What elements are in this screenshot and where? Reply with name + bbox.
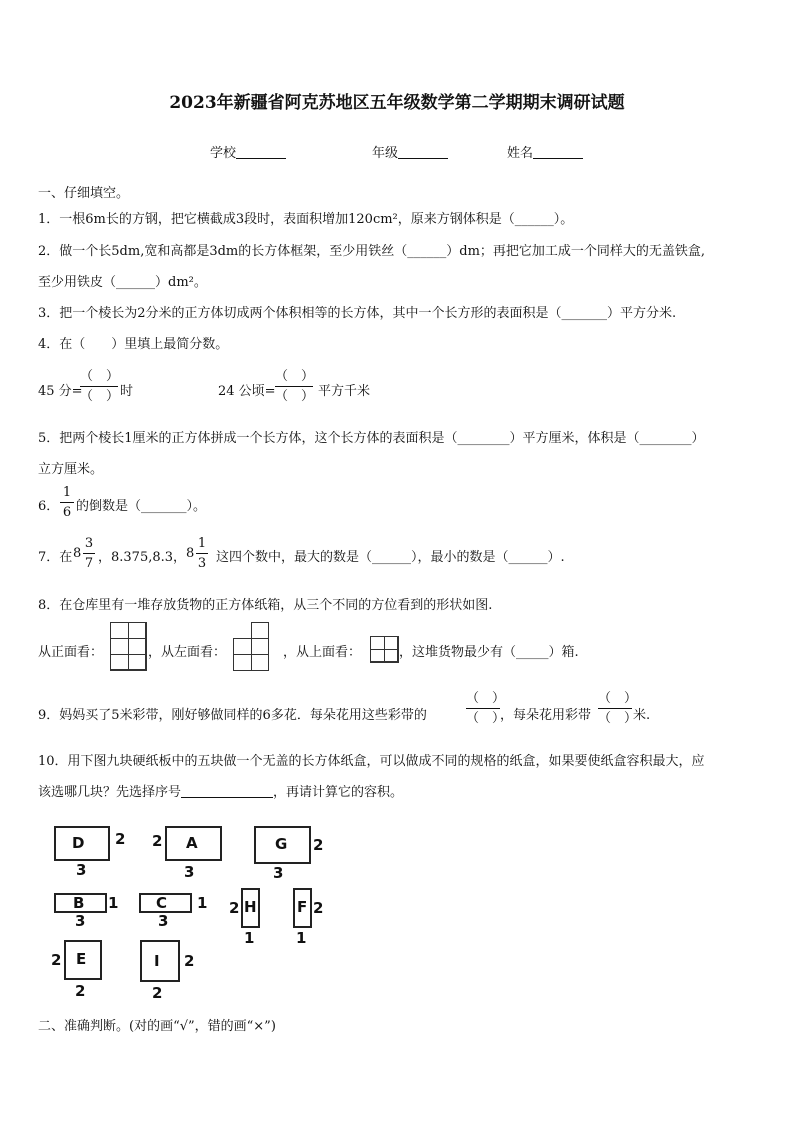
page-title: 2023年新疆省阿克苏地区五年级数学第二学期期末调研试题: [169, 93, 625, 113]
board-height: 2: [51, 951, 62, 969]
question-6-prefix: 6．: [38, 499, 60, 514]
mixed-number-whole: 8: [186, 546, 195, 561]
front-view-diagram: [110, 622, 146, 670]
numerator-blank: （ ）: [466, 691, 506, 706]
question-10-line-2: [38, 781, 403, 800]
board-label: D: [72, 834, 85, 852]
board-height: 2: [229, 899, 240, 917]
board-height: 2: [184, 952, 195, 970]
grade-label: 年级: [372, 146, 399, 161]
numerator-blank: （ ）: [275, 369, 315, 384]
cell: [128, 638, 147, 655]
cell: [128, 654, 147, 671]
cell: [384, 636, 399, 650]
question-6-suffix: 的倒数是（_______）。: [76, 499, 207, 514]
q4-left-prefix: 45 分=: [38, 384, 83, 399]
board-width: 3: [75, 912, 86, 930]
question-1: 1．一根6m长的方钢，把它横截成3段时，表面积增加120cm²，原来方钢体积是（______）。: [38, 212, 574, 227]
denominator: 6: [62, 505, 72, 520]
question-5-line-1: 5．把两个棱长1厘米的正方体拼成一个长方体，这个长方体的表面积是（________）平方厘米，体积是（________）: [38, 431, 705, 446]
school-field: [210, 142, 286, 161]
cell: [370, 636, 385, 650]
numerator: 1: [62, 485, 72, 500]
board-width: 1: [296, 929, 307, 947]
cell: [233, 654, 252, 671]
school-blank[interactable]: [236, 144, 286, 159]
question-7-middle: ，8.375,8.3，: [98, 550, 187, 565]
board-label: G: [275, 835, 288, 853]
question-5-line-2: 立方厘米。: [38, 462, 104, 477]
numerator: 3: [84, 536, 94, 551]
section-heading-1: 一、仔细填空。: [38, 186, 130, 201]
denominator: 7: [84, 556, 94, 571]
board-width: 2: [75, 982, 86, 1000]
board-label: C: [156, 894, 168, 912]
question-9-suffix: 米.: [633, 708, 651, 723]
cell: [110, 622, 129, 639]
fraction-one-sixth: [60, 484, 74, 521]
numerator-blank: （ ）: [598, 691, 638, 706]
denominator-blank: （ ）: [80, 389, 120, 404]
name-label: 姓名: [507, 146, 534, 161]
cell: [251, 654, 269, 671]
cell: [110, 638, 129, 655]
question-10-suffix: ，再请计算它的容积。: [273, 785, 404, 800]
q8-suffix: ，这堆货物最少有（_____）箱.: [399, 645, 579, 660]
board-width: 3: [184, 863, 195, 881]
fraction-one-third: [196, 535, 208, 572]
board-width: 3: [273, 864, 284, 882]
name-blank[interactable]: [533, 144, 583, 159]
question-2-line-1: 2．做一个长5dm,宽和高都是3dm的长方体框架，至少用铁丝（______）dm；再把它加工成一个同样大的无盖铁盒,: [38, 244, 706, 259]
q8-left-label: ，从左面看：: [148, 645, 227, 660]
board-height: 2: [152, 832, 163, 850]
cell: [251, 622, 269, 639]
question-10-line-1: 10．用下图九块硬纸板中的五块做一个无盖的长方体纸盒，可以做成不同的规格的纸盒，如果要使纸盒容积最大，应: [38, 754, 705, 769]
q10-answer-blank[interactable]: [181, 783, 273, 798]
mixed-number-whole: 8: [73, 546, 82, 561]
school-label: 学校: [210, 146, 237, 161]
board-label: F: [297, 898, 308, 916]
question-3: 3．把一个棱长为2分米的正方体切成两个体积相等的长方体，其中一个长方形的表面积是（_______）平方分米.: [38, 306, 677, 321]
name-field: [507, 142, 583, 161]
denominator-blank: （ ）: [466, 711, 506, 726]
board-label: H: [244, 898, 257, 916]
cell: [110, 654, 129, 671]
cell: [384, 649, 399, 663]
board-width: 3: [158, 912, 169, 930]
q4-right-suffix: 平方千米: [318, 384, 371, 399]
question-8: 8．在仓库里有一堆存放货物的正方体纸箱，从三个不同的方位看到的形状如图.: [38, 598, 493, 613]
q4-right-prefix: 24 公顷=: [218, 384, 276, 399]
question-7-prefix: 7．在: [38, 550, 73, 565]
board-width: 1: [244, 929, 255, 947]
q4-left-suffix: 时: [120, 384, 134, 399]
q8-front-label: 从正面看：: [38, 645, 104, 660]
section-heading-2: 二、准确判断。(对的画“√”，错的画“×”): [38, 1019, 276, 1034]
q4-right-fraction[interactable]: [275, 368, 313, 405]
board-height: 2: [313, 836, 324, 854]
grade-field: [372, 142, 448, 161]
fraction-three-sevenths: [83, 535, 95, 572]
q9-fraction-2[interactable]: [598, 690, 638, 727]
question-7-suffix: 这四个数中，最大的数是（______），最小的数是（______）.: [216, 550, 565, 565]
cell: [251, 638, 269, 655]
board-label: A: [186, 834, 198, 852]
board-width: 3: [76, 861, 87, 879]
top-view-diagram: [370, 636, 398, 662]
board-label: I: [154, 952, 160, 970]
question-9-prefix: 9．妈妈买了5米彩带，刚好够做同样的6多花．每朵花用这些彩带的: [38, 708, 427, 723]
board-label: E: [76, 950, 87, 968]
denominator-blank: （ ）: [598, 711, 638, 726]
question-9-middle: ，每朵花用彩带: [500, 708, 592, 723]
question-4: 4．在（ ）里填上最简分数。: [38, 337, 229, 352]
grade-blank[interactable]: [398, 144, 448, 159]
board-width: 2: [152, 984, 163, 1002]
numerator: 1: [197, 536, 207, 551]
board-height: 1: [108, 894, 119, 912]
question-10-prefix: 该选哪几块？先选择序号: [38, 785, 182, 800]
denominator: 3: [197, 556, 207, 571]
question-2-line-2: 至少用铁皮（______）dm²。: [38, 275, 207, 290]
numerator-blank: （ ）: [80, 369, 120, 384]
cell: [128, 622, 147, 639]
q9-fraction-1[interactable]: [466, 690, 506, 727]
board-label: B: [73, 894, 85, 912]
cell: [233, 638, 252, 655]
board-height: 2: [313, 899, 324, 917]
board-height: 1: [197, 894, 208, 912]
denominator-blank: （ ）: [275, 389, 315, 404]
cell: [370, 649, 385, 663]
board-height: 2: [115, 830, 126, 848]
q4-left-fraction[interactable]: [80, 368, 118, 405]
q8-top-label: ，从上面看：: [283, 645, 362, 660]
left-view-diagram: [233, 622, 269, 672]
board-i: [140, 940, 180, 982]
